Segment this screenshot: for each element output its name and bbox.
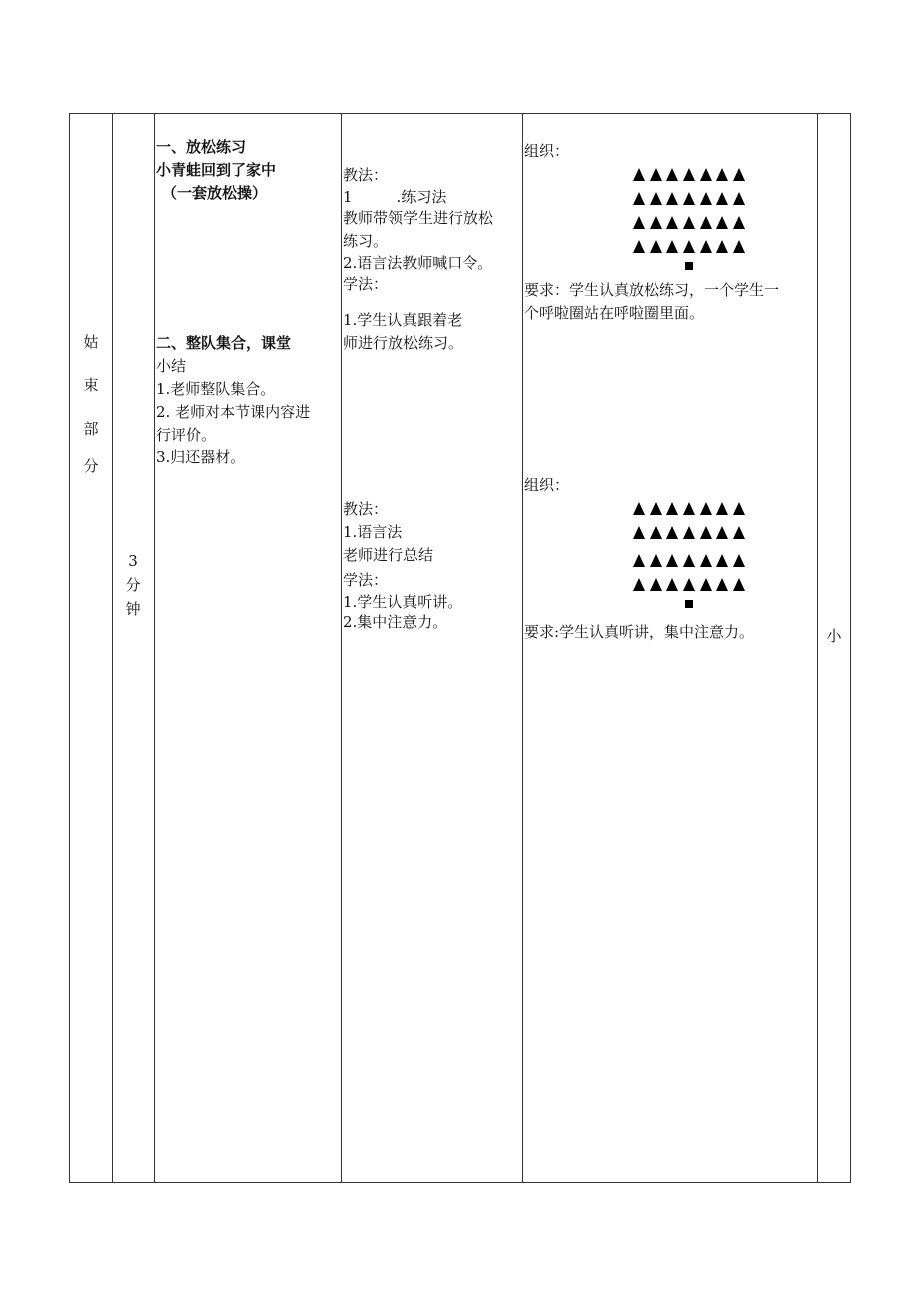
student-triangle-icon [733,554,745,567]
student-triangle-icon [666,216,678,229]
student-triangle-icon [700,578,712,591]
student-triangle-icon [633,526,645,539]
content-cell [156,332,340,467]
methods-cell [343,498,521,632]
student-triangle-icon [733,502,745,515]
last-column-char: 小 [826,627,842,645]
student-row [619,162,759,186]
student-row [619,234,759,258]
formation-diagram [619,162,759,270]
student-row [619,186,759,210]
student-triangle-icon [700,240,712,253]
student-row [619,572,759,596]
student-triangle-icon [733,578,745,591]
requirement-line: 个呼啦圈站在呼啦圈里面。 [524,304,705,322]
student-triangle-icon [733,168,745,181]
student-triangle-icon [700,192,712,205]
section-label-char: 姑 [83,333,99,351]
methods-cell [343,164,521,355]
student-triangle-icon [650,240,662,253]
student-triangle-icon [683,578,695,591]
method-line: 1.学生认真跟着老 [343,311,463,329]
student-triangle-icon [666,168,678,181]
student-triangle-icon [700,168,712,181]
organization-label: 组织： [524,476,570,494]
student-triangle-icon [650,168,662,181]
time-value: 3 [128,552,138,570]
method-line: 2.集中注意力。 [343,613,448,631]
content-item: 2. 老师对本节课内容进 [156,403,311,421]
method-line: 2.语言法教师喊口令。 [343,254,493,272]
method-label: 学法： [343,571,389,589]
student-triangle-icon [700,216,712,229]
student-triangle-icon [700,526,712,539]
requirement-text [524,279,816,325]
content-item: 3.归还器材。 [156,448,246,466]
student-triangle-icon [716,192,728,205]
requirement-line: 要求:学生认真听讲，集中注意力。 [524,623,755,641]
student-triangle-icon [633,578,645,591]
student-row [619,548,759,572]
column-divider [341,114,342,1182]
student-triangle-icon [716,578,728,591]
student-triangle-icon [666,526,678,539]
student-triangle-icon [633,554,645,567]
lesson-plan-table [69,113,851,1183]
content-line: （一套放松操） [162,184,268,202]
method-label: 教法： [343,166,389,184]
student-triangle-icon [700,502,712,515]
student-triangle-icon [683,502,695,515]
method-line: 1.语言法 [343,523,403,541]
student-triangle-icon [733,526,745,539]
teacher-square-icon [685,262,693,270]
student-triangle-icon [683,168,695,181]
section-label-char: 部 [83,420,99,438]
column-divider [817,114,818,1182]
student-triangle-icon [650,192,662,205]
column-divider [522,114,523,1182]
student-triangle-icon [716,168,728,181]
method-line: 教师带领学生进行放松 [343,209,494,227]
student-triangle-icon [650,526,662,539]
student-triangle-icon [683,554,695,567]
student-triangle-icon [683,192,695,205]
student-triangle-icon [650,554,662,567]
formation-diagram [619,496,759,608]
teacher-square-icon [685,600,693,608]
student-triangle-icon [683,240,695,253]
student-triangle-icon [650,216,662,229]
student-triangle-icon [633,502,645,515]
student-triangle-icon [683,216,695,229]
student-triangle-icon [683,526,695,539]
method-line: 师进行放松练习。 [343,334,464,352]
content-item: 1.老师整队集合。 [156,380,276,398]
student-triangle-icon [666,578,678,591]
student-triangle-icon [666,192,678,205]
student-row [619,520,759,544]
content-title-1: 一、放松练习 [156,138,247,156]
method-name: .练习法 [396,188,447,206]
student-row [619,210,759,234]
student-triangle-icon [666,554,678,567]
method-line: 1.学生认真听讲。 [343,593,463,611]
student-triangle-icon [733,240,745,253]
column-divider [112,114,113,1182]
student-triangle-icon [700,554,712,567]
content-item: 行评价。 [156,426,217,444]
section-label-char: 束 [83,376,99,394]
student-triangle-icon [733,216,745,229]
student-triangle-icon [633,216,645,229]
time-unit-char: 分 [125,576,141,594]
method-number: 1 [343,188,353,206]
student-triangle-icon [666,502,678,515]
column-divider [154,114,155,1182]
time-unit-char: 钟 [125,600,141,618]
requirement-text [524,621,816,644]
student-triangle-icon [633,240,645,253]
student-triangle-icon [716,216,728,229]
requirement-line: 要求：学生认真放松练习，一个学生一 [524,281,780,299]
method-label: 学法： [343,275,389,293]
student-triangle-icon [733,192,745,205]
student-triangle-icon [716,554,728,567]
student-triangle-icon [666,240,678,253]
content-cell [156,136,340,205]
method-label: 教法： [343,500,389,518]
method-line: 练习。 [343,232,389,250]
student-triangle-icon [650,578,662,591]
student-triangle-icon [650,502,662,515]
student-row [619,496,759,520]
content-line: 小结 [156,357,187,375]
method-line [343,187,521,207]
student-triangle-icon [633,192,645,205]
method-line: 老师进行总结 [343,546,434,564]
organization-label: 组织： [524,142,570,160]
student-triangle-icon [716,240,728,253]
section-label-char: 分 [83,457,99,475]
student-triangle-icon [716,526,728,539]
content-title-2: 二、整队集合，课堂 [156,334,292,352]
content-line: 小青蛙回到了家中 [156,161,277,179]
student-triangle-icon [716,502,728,515]
student-triangle-icon [633,168,645,181]
